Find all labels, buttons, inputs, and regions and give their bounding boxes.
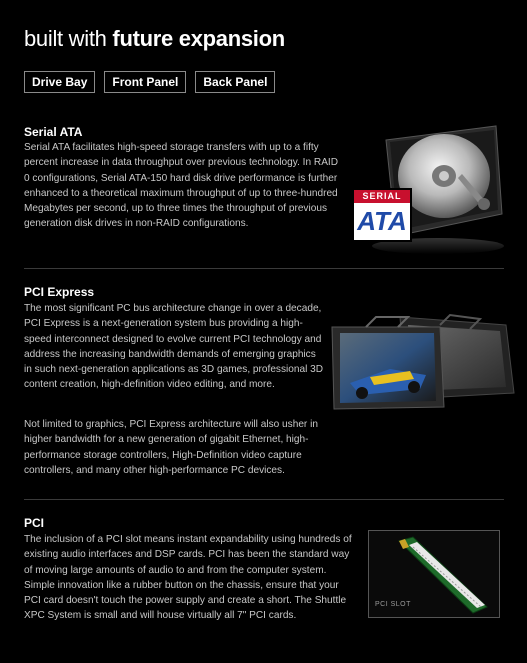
monitors-image — [330, 313, 516, 413]
monitor-icon — [330, 313, 516, 413]
badge-top-text: SERIAL — [354, 190, 410, 203]
hard-drive-image — [346, 118, 506, 258]
tab-drive-bay[interactable]: Drive Bay — [24, 71, 95, 93]
tab-front-panel[interactable]: Front Panel — [104, 71, 186, 93]
tab-back-panel[interactable]: Back Panel — [195, 71, 275, 93]
badge-main-text: ATA — [357, 206, 407, 236]
pci-slot-caption: PCI SLOT — [375, 601, 411, 608]
divider — [24, 499, 504, 500]
section-title: PCI Express — [24, 285, 95, 299]
section-body: The inclusion of a PCI slot means instant expandability using hundreds of existing audio interfaces and DSP cards. PCI has been the standard way of moving large amounts of audio to and from the computer system. Simple innovation like a rubber button on the chassis, ensure that your PCI card doesn't touch the power supply and create a short. The Shuttle XPC System is small and will house virtually all 7" PCI cards. — [24, 534, 352, 622]
section-title: Serial ATA — [24, 125, 83, 139]
page-title — [24, 26, 285, 52]
serial-ata-badge — [352, 188, 412, 242]
pci-slot-image — [368, 530, 500, 618]
section-body-1: The most significant PC bus architecture change in over a decade, PCI Express is a next-generation system bus providing a high-speed interconnect designed to evolve current PCI technology and address the increasing bandwidth demands of emerging graphics in such next-generation applications as 3D games, professional 3D content creation, high-definition video editing, and more. — [24, 303, 324, 391]
nav-tabs — [24, 71, 275, 93]
section-title: PCI — [24, 516, 45, 530]
page-title-light: built with — [24, 26, 107, 51]
page-title-bold: future expansion — [112, 26, 285, 51]
section-body-2: Not limited to graphics, PCI Express architecture will also usher in higher bandwidth for a new generation of gigabit Ethernet, high-performance storage controllers, High-Definition video capture controllers, and many other high-performance PC devices. — [24, 419, 318, 476]
divider — [24, 268, 504, 269]
section-body: Serial ATA facilitates high-speed storage transfers with up to a fifty percent increase in data throughput over previous technology. In RAID 0 configurations, Serial ATA-150 hard disk drive performance is further enhanced to a theoretical maximum throughput of up to three-hundred Megabytes per second, up to three times the throughput of previous generation disk drives in non-RAID configurations. — [24, 142, 339, 230]
